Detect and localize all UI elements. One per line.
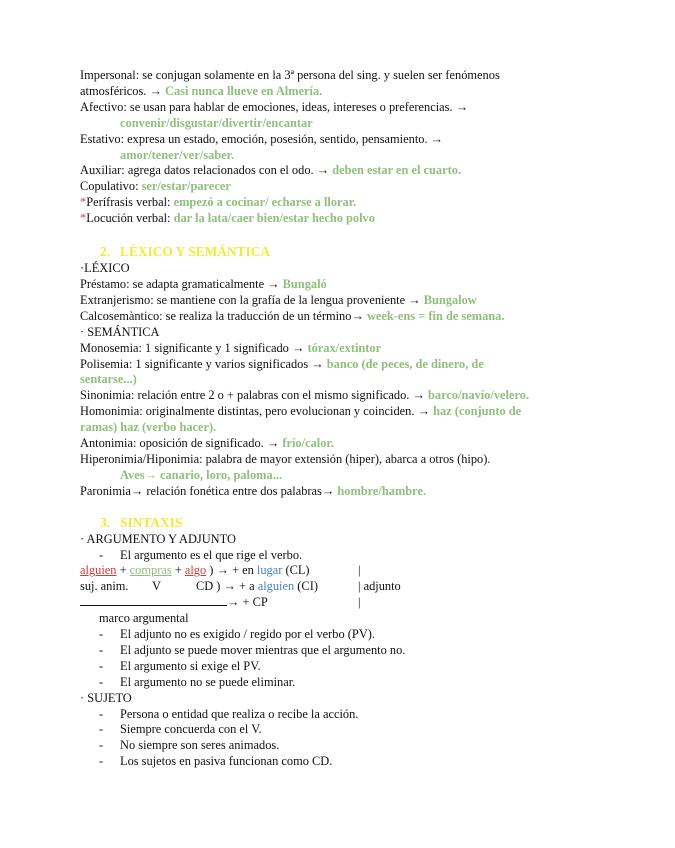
monosemia-line: Monosemia: 1 significante y 1 significado → tórax/extintor bbox=[80, 340, 382, 355]
sujeto-list bbox=[80, 707, 590, 771]
impersonal-line-2: atmosféricos. → Casi nunca llueve en Almería. bbox=[80, 83, 323, 98]
marco-argumental-label: marco argumental bbox=[99, 611, 189, 626]
word-alguien-2: alguien bbox=[257, 579, 295, 594]
word-lugar: lugar bbox=[256, 563, 283, 578]
argumento-heading: · ARGUMENTO Y ADJUNTO bbox=[80, 531, 236, 546]
estativo-example: amor/tener/ver/saber. bbox=[120, 147, 235, 162]
list-item: - El argumento es el que rige el verbo. bbox=[99, 547, 303, 562]
word-compras: compras bbox=[129, 563, 172, 578]
estativo-example-line bbox=[80, 148, 590, 164]
hiperonimia-line: Hiperonimia/Hiponimia: palabra de mayor extensión (hiper), abarca a otros (hipo). bbox=[80, 451, 491, 466]
asterisk-mark: * bbox=[80, 195, 87, 210]
sinonimia-line: Sinonimia: relación entre 2 o + palabras con el mismo significado. → barco/navío/velero. bbox=[80, 388, 530, 403]
perifrasis-example: empezó a cocinar/ echarse a llorar. bbox=[173, 195, 357, 210]
list-item: - Siempre concuerda con el V. bbox=[99, 722, 262, 737]
polisemia-line-2: sentarse...) bbox=[80, 372, 137, 387]
homonimia-line-2: ramas) haz (verbo hacer). bbox=[80, 420, 217, 435]
underline-rule bbox=[80, 595, 227, 606]
extranjerismo-line: Extranjerismo: se mantiene con la grafía de la lengua proveniente → Bungalow bbox=[80, 292, 477, 307]
impersonal-example: Casi nunca llueve en Almería. bbox=[165, 83, 323, 98]
list-item: - El argumento si exige el PV. bbox=[99, 658, 261, 673]
list-item: - El argumento no se puede eliminar. bbox=[99, 674, 296, 689]
polisemia-line: Polisemia: 1 significante y varios significados → banco (de peces, de dinero, de bbox=[80, 356, 484, 371]
homonimia-line: Homonimia: originalmente distintas, pero evolucionan y coinciden. → haz (conjunto de bbox=[80, 404, 522, 419]
afectivo-example-line bbox=[80, 116, 590, 132]
auxiliar-example: deben estar en el cuarto. bbox=[332, 163, 462, 178]
calco-line: Calcosemàntico: se realiza la traducción de un término→ week-ens = fin de semana. bbox=[80, 308, 505, 323]
prestamo-line: Préstamo: se adapta gramaticalmente → Bungaló bbox=[80, 276, 327, 291]
diagram-row-2: suj. anim. V CD ) → + a alguien (CI) | adjunto bbox=[80, 579, 401, 594]
asterisk-mark: * bbox=[80, 211, 87, 226]
hiperonimia-example-line: Aves→ canario, loro, paloma... bbox=[120, 467, 282, 482]
afectivo-line: Afectivo: se usan para hablar de emociones, ideas, intereses o preferencias. → bbox=[80, 99, 469, 114]
copulativo-line: Copulativo: ser/estar/parecer bbox=[80, 179, 231, 194]
lexico-heading: ·LÉXICO bbox=[80, 261, 130, 276]
document-body bbox=[80, 68, 590, 770]
list-item: - El adjunto se puede mover mientras que el argumento no. bbox=[99, 642, 406, 657]
section-2-heading: 2. LÉXICO Y SEMÁNTICA bbox=[100, 244, 271, 260]
locucion-example: dar la lata/caer bien/estar hecho polvo bbox=[173, 211, 375, 226]
diagram-row-1: alguien + compras + algo ) → + en lugar (CL) | bbox=[80, 563, 361, 578]
estativo-line: Estativo: expresa un estado, emoción, posesión, sentido, pensamiento. → bbox=[80, 131, 444, 146]
list-item: - El adjunto no es exigido / regido por el verbo (PV). bbox=[99, 627, 375, 642]
word-alguien: alguien bbox=[80, 563, 117, 578]
paronimia-line: Paronimia→ relación fonética entre dos palabras→ hombre/hambre. bbox=[80, 483, 427, 498]
section-3-heading: 3. SINTAXIS bbox=[100, 514, 183, 530]
adjunto-list bbox=[80, 627, 590, 691]
locucion-line: *Locución verbal: dar la lata/caer bien/estar hecho polvo bbox=[80, 211, 375, 226]
diagram-bar: | bbox=[358, 563, 361, 578]
perifrasis-line: *Perífrasis verbal: empezó a cocinar/ echarse a llorar. bbox=[80, 195, 357, 210]
semantica-heading: · SEMÁNTICA bbox=[80, 324, 160, 339]
list-item: - Los sujetos en pasiva funcionan como CD. bbox=[99, 754, 333, 769]
list-item: - No siempre son seres animados. bbox=[99, 738, 280, 753]
sujeto-heading: · SUJETO bbox=[80, 690, 132, 705]
afectivo-example: convenir/disgustar/divertir/encantar bbox=[120, 115, 313, 130]
impersonal-line: Impersonal: se conjugan solamente en la 3ª persona del sing. y suelen ser fenómenos bbox=[80, 68, 500, 82]
copulativo-example: ser/estar/parecer bbox=[141, 179, 231, 194]
list-item: - Persona o entidad que realiza o recibe la acción. bbox=[99, 706, 359, 721]
auxiliar-line: Auxiliar: agrega datos relacionados con el odo. → deben estar en el cuarto. bbox=[80, 163, 462, 178]
diagram-row-3: → + CP | bbox=[80, 595, 590, 611]
antonimia-line: Antonimia: oposición de significado. → frío/calor. bbox=[80, 436, 334, 451]
word-algo: algo bbox=[184, 563, 207, 578]
